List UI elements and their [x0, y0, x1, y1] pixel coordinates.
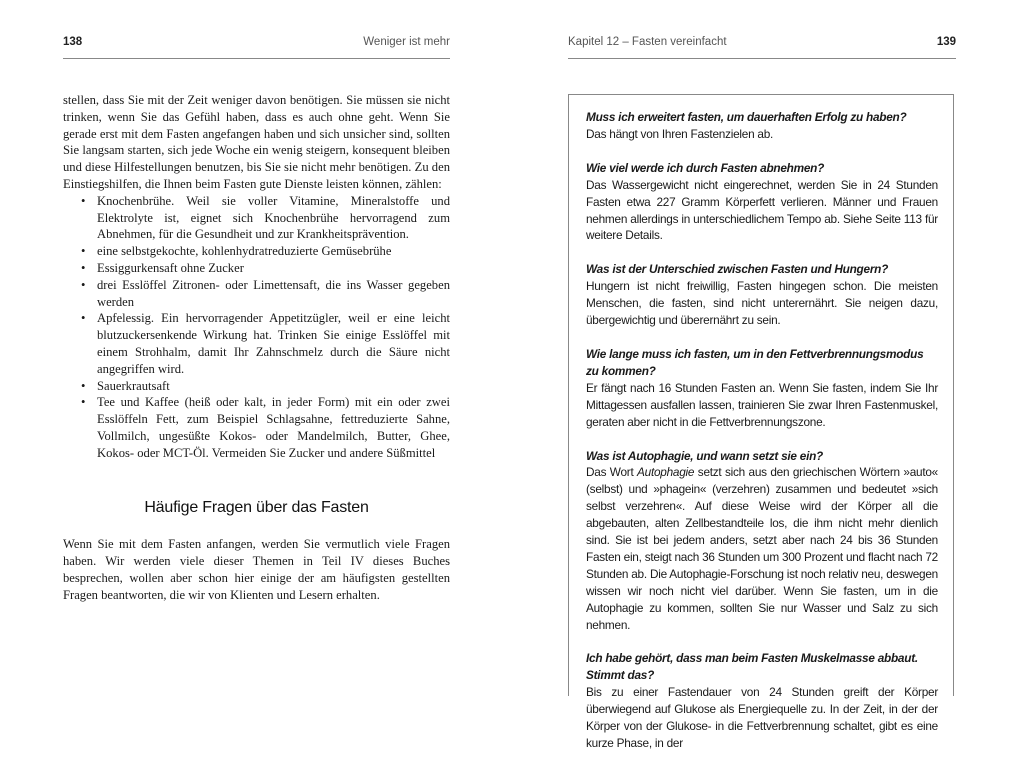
left-body-text	[63, 92, 450, 604]
left-page	[0, 0, 510, 756]
faq-answer: Hungern ist nicht freiwillig, Fasten hingegen schon. Die meisten Menschen, die fasten, sind nicht unterernährt. Sie neigen dazu, übergewichtig und überernährt zu sein.	[586, 279, 938, 328]
running-title: Kapitel 12 – Fasten vereinfacht	[568, 36, 727, 48]
list-item: • Apfelessig. Ein hervorragender Appetitzügler, weil er eine leicht blutzuckersenkende Wirkung hat. Trinken Sie einige Esslöffel mit einem Strohhalm, damit Ihr Zahnschmelz durch die Säure nicht angegriffen wird.	[97, 310, 450, 377]
faq-list	[586, 109, 938, 769]
list-item: • drei Esslöffel Zitronen- oder Limettensaft, die ins Wasser gegeben werden	[97, 277, 450, 311]
answer-text: Das Wort	[586, 465, 638, 480]
answer-emphasis: Autophagie	[637, 465, 695, 480]
answer-text: setzt sich aus den griechischen Wörtern »auto« (selbst) und »phagein« (verzehren) zusammen und bedeutet »sich selbst verzehren«. Auf diese Weise wird der Körper all die abgebauten, alten Zellbestandteile los, die ihm nicht mehr dienlich sind. Sie ist bei jedem anders, setzt aber nach 24 bis 36 Stunden Fasten ein, steigt nach 36 Stunden um 300 Prozent und flacht nach 72 Stunden ab. Die Autophagie-Forschung ist noch relativ neu, deswegen wissen wir noch nicht viel darüber. Wenn Sie fasten, um in die Autophagie zu kommen, sollten Sie nur Wasser und Salz zu sich nehmen.	[586, 465, 938, 632]
list-item: • Tee und Kaffee (heiß oder kalt, in jeder Form) mit ein oder zwei Esslöffeln Fett, zum Beispiel Schlagsahne, fettreduzierte Sahne, Vollmilch, ungesüßte Kokos- oder Mandelmilch, Butter, Ghee, Kokos- oder MCT-Öl. Vermeiden Sie Zucker und andere Süßmittel	[97, 394, 450, 461]
list-item: • Knochenbrühe. Weil sie voller Vitamine, Mineralstoffe und Elektrolyte ist, eignet sich Knochenbrühe hervorragend zum Abnehmen, für die Gesundheit und zur Krankheitsprävention.	[97, 193, 450, 243]
faq-question: Was ist Autophagie, und wann setzt sie ein?	[586, 448, 824, 463]
faq-item	[586, 650, 938, 751]
faq-item	[586, 346, 938, 431]
faq-answer: Das hängt von Ihren Fastenzielen ab.	[586, 126, 774, 141]
list-item: • Sauerkrautsaft	[97, 378, 450, 395]
section-paragraph: Wenn Sie mit dem Fasten anfangen, werden Sie vermutlich viele Fragen haben. Wir werden viele dieser Themen in Teil IV dieses Buches besprechen, wollen aber schon hier einige der am häufigsten gestellten Fragen beantworten, die wir von Klienten und Lesern erhalten.	[63, 537, 450, 602]
faq-answer: Er fängt nach 16 Stunden Fasten an. Wenn Sie fasten, indem Sie Ihr Mittagessen ausfallen lassen, trainieren Sie zwar Ihren Fastenmuskel, geraten aber nicht in die Fettverbrennungszone.	[586, 380, 938, 429]
faq-item	[586, 261, 938, 329]
list-item: • eine selbstgekochte, kohlenhydratreduzierte Gemüsebrühe	[97, 243, 450, 260]
faq-question: Was ist der Unterschied zwischen Fasten und Hungern?	[586, 262, 889, 277]
left-running-head	[63, 36, 450, 59]
faq-question: Muss ich erweitert fasten, um dauerhaften Erfolg zu haben?	[586, 110, 907, 124]
section-heading: Häufige Fragen über das Fasten	[144, 498, 369, 516]
faq-answer: Bis zu einer Fastendauer von 24 Stunden greift der Körper überwiegend auf Glukose als Energiequelle zu. In der Zeit, in der der Körper von der Glukose- in die Fettverbrennung schaltet, gibt es eine kurze Phase, in der	[586, 685, 938, 750]
right-page	[510, 0, 1020, 756]
list-item: • Essiggurkensaft ohne Zucker	[97, 260, 450, 277]
faq-question: Ich habe gehört, dass man beim Fasten Muskelmasse abbaut. Stimmt das?	[586, 651, 918, 683]
running-title: Weniger ist mehr	[363, 36, 450, 48]
right-running-head	[568, 36, 956, 59]
page-number: 139	[936, 36, 956, 48]
faq-item	[586, 448, 938, 634]
faq-question: Wie viel werde ich durch Fasten abnehmen?	[586, 160, 825, 175]
faq-item	[586, 160, 938, 245]
intro-paragraph: stellen, dass Sie mit der Zeit weniger davon benötigen. Sie müssen sie nicht trinken, wenn Sie das Gefühl haben, dass es auch ohne geht. Wenn Sie gerade erst mit dem Fasten angefangen haben und sich unsicher sind, sollten Sie langsam starten, sich jede Woche ein wenig steigern, konsequent bleiben und diese Hilfestellungen benutzen, bis Sie sie nicht mehr benötigen. Zu den Einstiegshilfen, die Ihnen beim Fasten gute Dienste leisten können, zählen:	[63, 93, 450, 191]
faq-box	[568, 94, 954, 750]
faq-answer: Das Wassergewicht nicht eingerechnet, werden Sie in 24 Stunden Fasten etwa 227 Gramm Körperfett verlieren. Männer und Frauen nehmen allerdings in unterschiedlichem Tempo ab. Siehe Seite 113 für weitere Details.	[586, 177, 938, 243]
bullet-list	[63, 193, 450, 462]
faq-question: Wie lange muss ich fasten, um in den Fettverbrennungsmodus zu kommen?	[586, 346, 924, 378]
page-number: 138	[63, 36, 83, 48]
faq-answer	[586, 464, 938, 633]
faq-item	[586, 109, 938, 143]
